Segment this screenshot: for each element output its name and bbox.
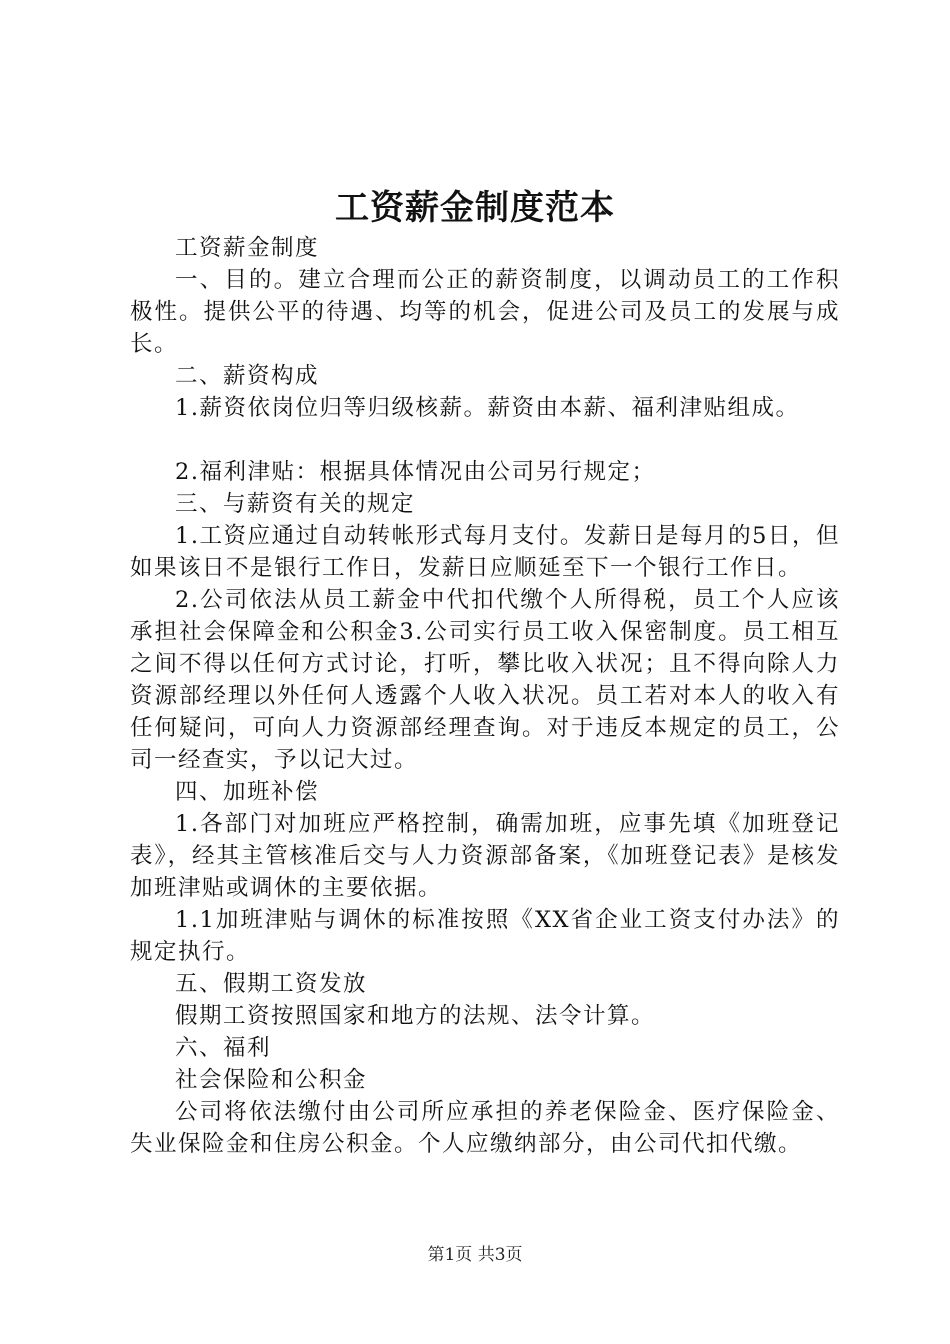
section-heading-benefits: 六、福利 [175, 1035, 272, 1061]
document-title: 工资薪金制度范本 [335, 188, 615, 228]
paragraph-salary-rules-1: 1.工资应通过自动转帐形式每月支付。发薪日是每月的5日，但如果该日不是银行工作日，发薪日应顺延至下一个银行工作日。 [130, 523, 840, 581]
section-heading-overtime: 四、加班补偿 [175, 779, 320, 805]
paragraph-salary-rules-2: 2.公司依法从员工薪金中代扣代缴个人所得税，员工个人应该承担社会保障金和公积金3.公司实行员工收入保密制度。员工相互之间不得以任何方式讨论，打听，攀比收入状况；且不得向除人力资源部经理以外任何人透露个人收入状况。员工若对本人的收入有任何疑问，可向人力资源部经理查询。对于违反本规定的员工，公司一经查实，予以记大过。 [130, 587, 840, 773]
paragraph-heading: 工资薪金制度 [175, 235, 320, 261]
page-number: 第1页 共3页 [427, 1245, 523, 1265]
paragraph-salary-structure-1: 1.薪资依岗位归等归级核薪。薪资由本薪、福利津贴组成。 [175, 395, 800, 421]
paragraph-salary-structure-2: 2.福利津贴：根据具体情况由公司另行规定； [175, 459, 656, 485]
paragraph-social-insurance: 公司将依法缴付由公司所应承担的养老保险金、医疗保险金、失业保险金和住房公积金。个人应缴纳部分，由公司代扣代缴。 [130, 1099, 840, 1157]
paragraph-overtime-1: 1.各部门对加班应严格控制，确需加班，应事先填《加班登记表》，经其主管核准后交与人力资源部备案，《加班登记表》是核发加班津贴或调休的主要依据。 [130, 811, 840, 901]
paragraph-holiday-pay: 假期工资按照国家和地方的法规、法令计算。 [175, 1003, 656, 1029]
paragraph-purpose: 一、目的。建立合理而公正的薪资制度，以调动员工的工作积极性。提供公平的待遇、均等的机会，促进公司及员工的发展与成长。 [130, 267, 840, 357]
section-heading-salary-rules: 三、与薪资有关的规定 [175, 491, 416, 517]
subheading-social-insurance: 社会保险和公积金 [175, 1067, 368, 1093]
paragraph-overtime-1-1: 1.1加班津贴与调休的标准按照《XX省企业工资支付办法》的规定执行。 [130, 907, 840, 965]
section-heading-holiday-pay: 五、假期工资发放 [175, 971, 368, 997]
document-body [130, 232, 840, 1160]
section-heading-salary-structure: 二、薪资构成 [175, 363, 320, 389]
